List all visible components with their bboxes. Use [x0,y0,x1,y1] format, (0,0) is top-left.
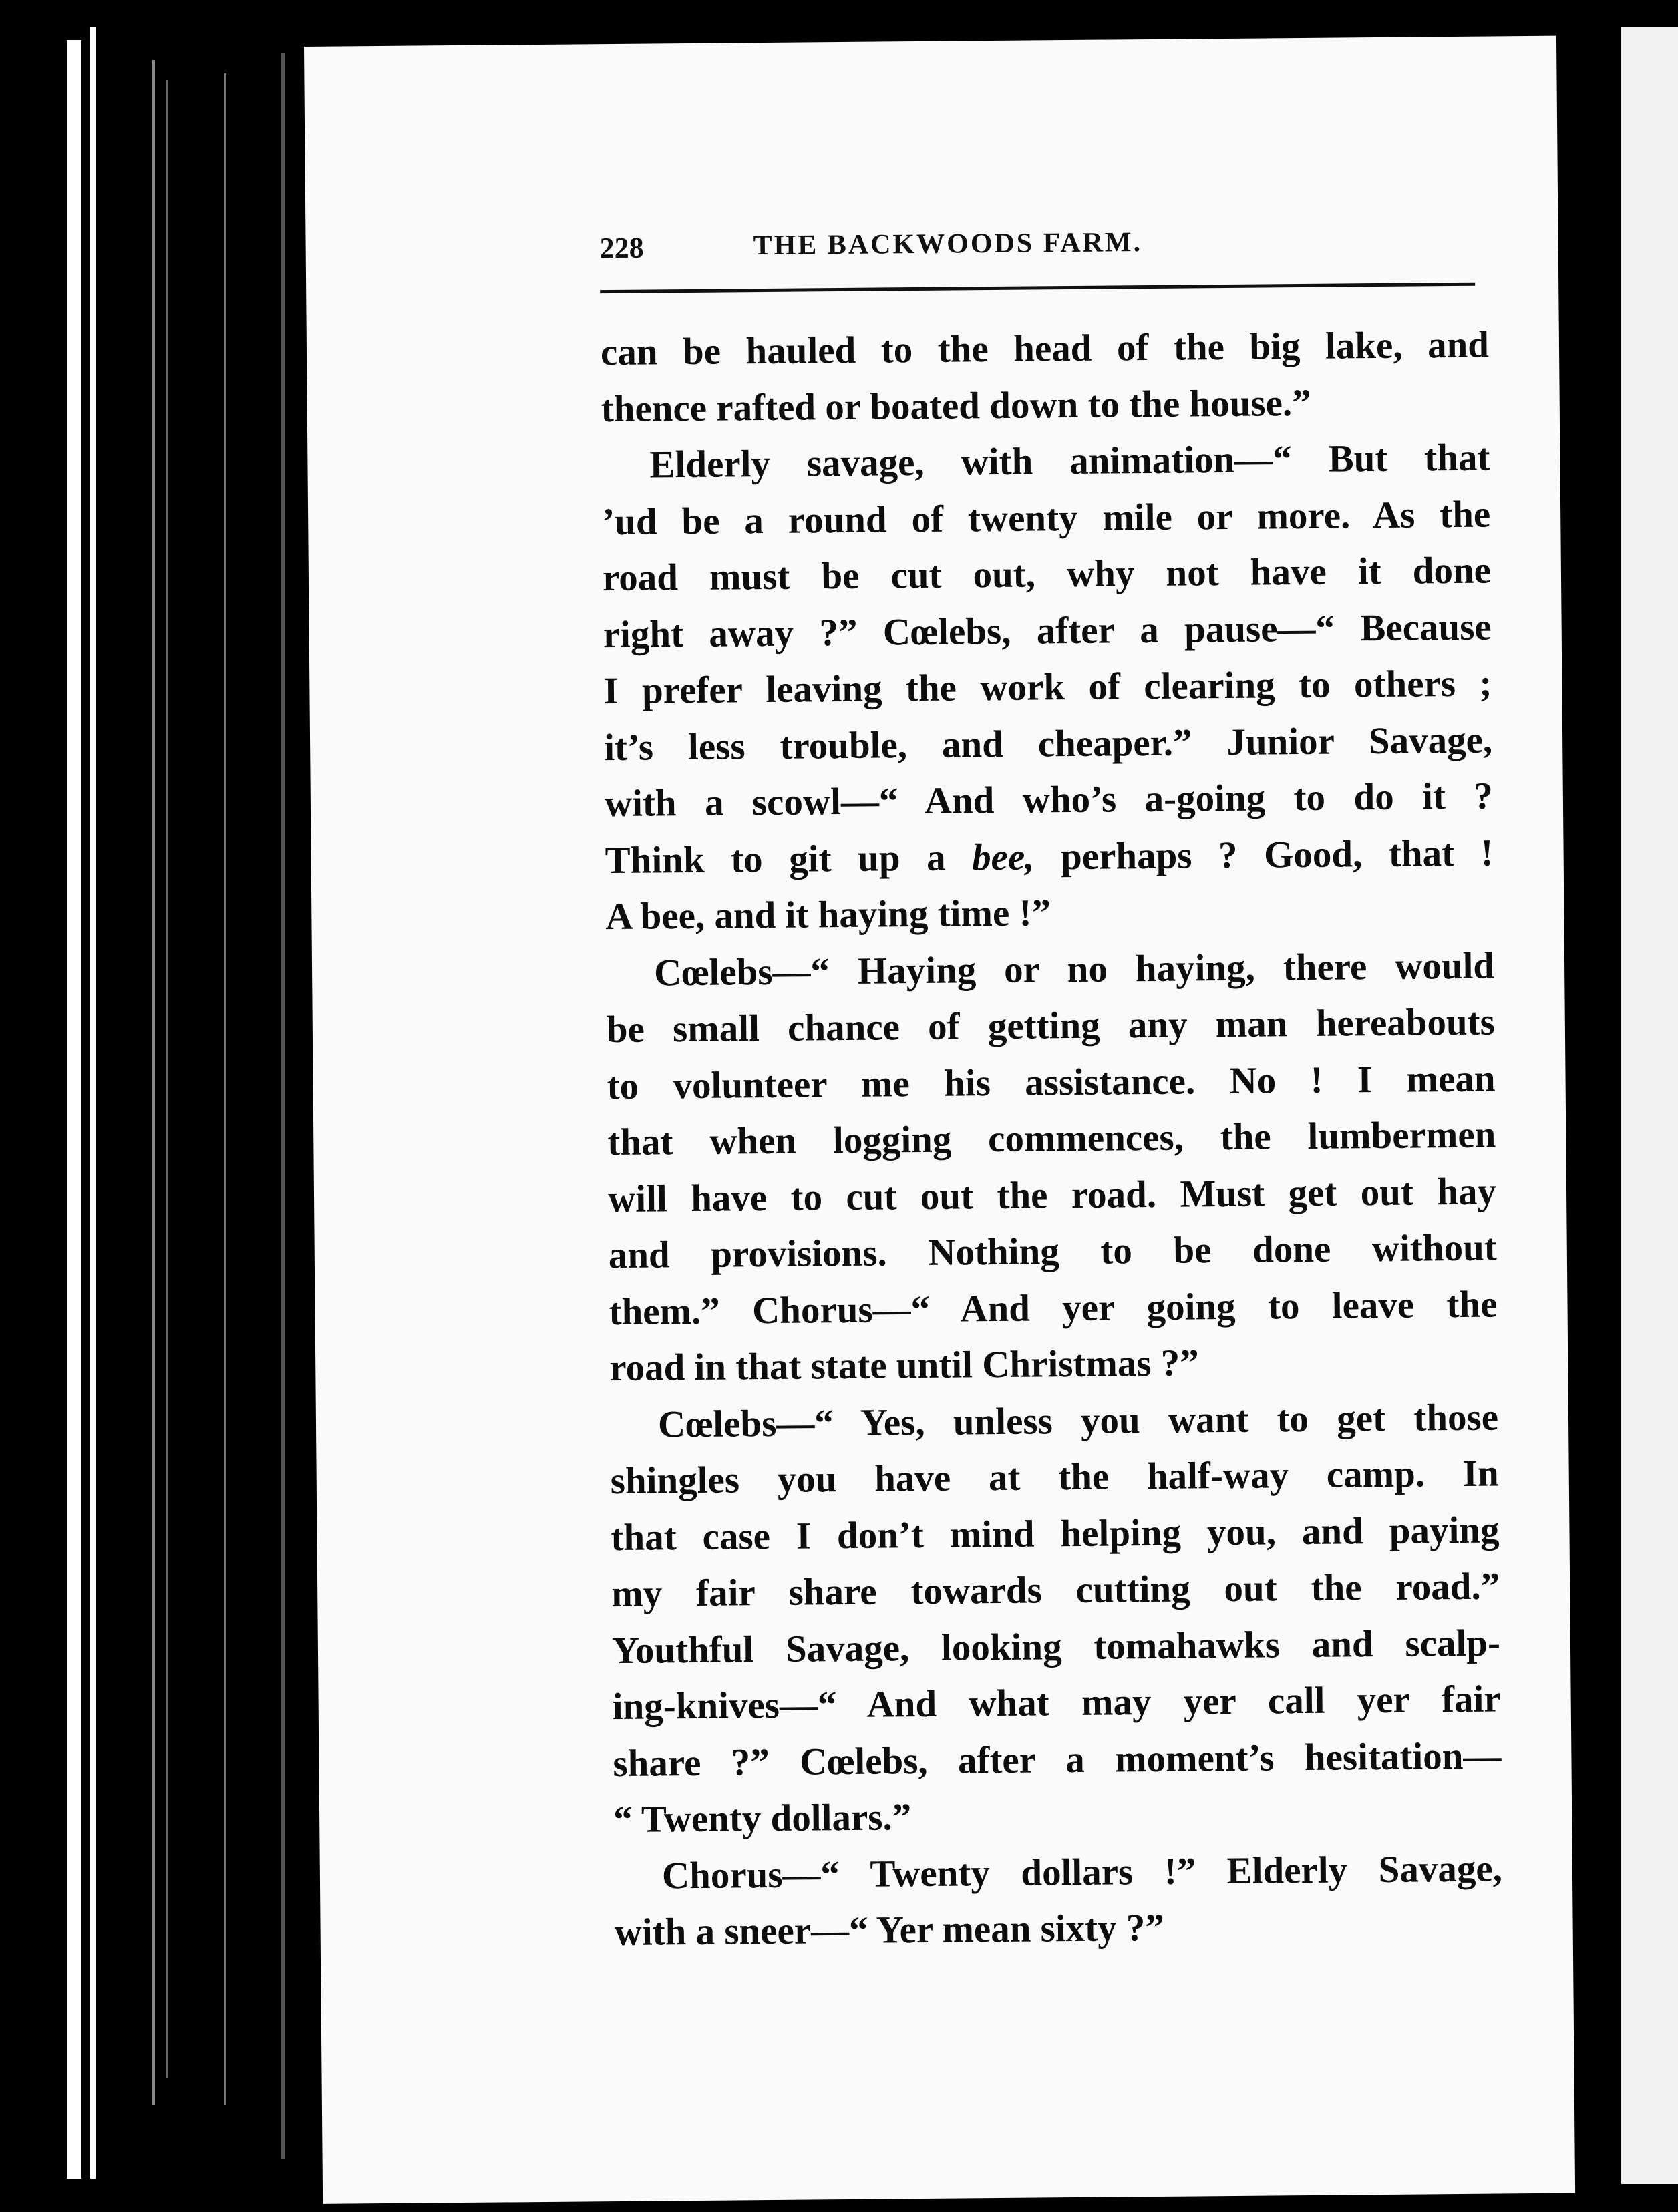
text-line: that when logging commences, the lumbermen [607,1113,1496,1164]
facing-page-edge [1621,27,1678,2184]
text-line: Elderly savage, with animation—“ But that [649,436,1490,486]
text-line: it’s less trouble, and cheaper.” Junior Savage, [603,719,1493,769]
page-edge-strip [224,73,226,2105]
book-page [304,36,1575,2204]
text-line: right away ?” Cœlebs, after a pause—“ Because [603,606,1492,656]
text-line: them.” Chorus—“ And yer going to leave the [609,1282,1498,1333]
book-edge [0,0,314,2212]
text-line: shingles you have at the half-way camp. In [610,1452,1499,1503]
text-line: Chorus—“ Twenty dollars !” Elderly Savage, [661,1847,1503,1897]
text-line: ing-knives—“ And what may yer call yer fair [612,1678,1501,1728]
text-line: road in that state until Christmas ?” [609,1342,1200,1390]
text-line: ’ud be a round of twenty mile or more. As the [601,493,1491,543]
page-edge-strip [152,60,155,2105]
page-edge-strip [281,53,285,2159]
page-edge-strip [166,80,168,2078]
running-header [599,224,1475,285]
text-line: my fair share towards cutting out the road.” [611,1565,1500,1616]
text-line: can be hauled to the head of the big lake, and [600,323,1490,374]
text-line: “ Twenty dollars.” [613,1796,912,1841]
text-line: share ?” Cœlebs, after a moment’s hesitation— [613,1734,1502,1785]
body-text [601,317,1503,1962]
text-line: A bee, and it haying time !” [605,892,1051,938]
text-line: I prefer leaving the work of clearing to others ; [603,662,1492,713]
text-line: and provisions. Nothing to be done without [608,1226,1498,1277]
page-edge-strip [90,27,96,2179]
running-title: THE BACKWOODS FARM. [753,227,1143,262]
page-edge-strip [67,40,81,2179]
header-rule [600,283,1475,293]
text-line [605,825,1494,889]
text-line: Cœlebs—“ Haying or no haying, there would [653,944,1495,994]
text-line: road must be cut out, why not have it done [602,549,1492,600]
text-line: thence rafted or boated down to the house.” [601,381,1311,430]
text-line: to volunteer me his assistance. No ! I mean [607,1057,1496,1107]
text-segment: Think to git up a [605,836,946,882]
text-line: with a scowl—“ And who’s a-going to do it ? [604,775,1494,825]
page-number: 228 [599,231,644,265]
italic-word: bee, [971,836,1035,878]
text-line: be small chance of getting any man hereabouts [606,1000,1496,1051]
text-line: with a sneer—“ Yer mean sixty ?” [614,1906,1165,1954]
right-book-edge [1584,0,1678,2212]
text-line: Cœlebs—“ Yes, unless you want to get those [657,1395,1499,1445]
text-line: Youthful Savage, looking tomahawks and scalp- [611,1621,1501,1672]
text-line: will have to cut out the road. Must get out hay [607,1169,1497,1220]
text-line: that case I don’t mind helping you, and paying [611,1508,1500,1559]
text-segment: perhaps ? Good, that ! [1060,832,1494,878]
